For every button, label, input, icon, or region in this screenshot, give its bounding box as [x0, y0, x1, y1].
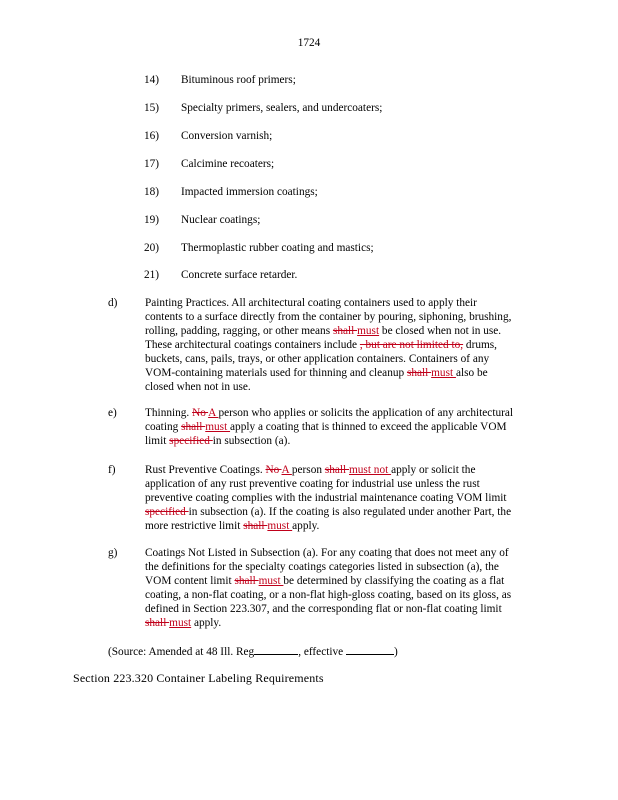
paragraph-label: f) [108, 464, 116, 476]
text-run: (Source: Amended at 48 Ill. Reg [108, 646, 255, 658]
section-heading: Section 223.320 Container Labeling Requirements [73, 671, 324, 685]
text-run: apply a coating that is thinned to exceed the applicable VOM [230, 421, 507, 433]
text-line: Coatings Not Listed in Subsection (a). For any coating that does not meet any of [145, 547, 509, 559]
text-run: in subsection (a). [212, 435, 291, 447]
source-note [108, 643, 398, 659]
deleted-text: shall [234, 575, 259, 587]
text-run: also be [455, 367, 488, 379]
text-run: apply. [292, 520, 320, 532]
deleted-text: shall [324, 464, 349, 476]
text-run: apply. [191, 617, 222, 629]
text-line: contents to a surface directly from the container by pouring, siphoning, brushing, [145, 311, 512, 323]
text-run: VOM content limit [145, 575, 235, 587]
text-line: preventive coating complies with the industrial maintenance coating VOM limit [145, 492, 507, 504]
text-run: in subsection (a). If the coating is also regulated under another Part, the [188, 506, 512, 518]
text-line: the definitions for the specialty coatings categories listed in subsection (a), the [145, 561, 499, 573]
deleted-text: shall [181, 421, 206, 433]
deleted-text: specified [169, 435, 213, 447]
paragraph-label: d) [108, 297, 118, 309]
blank-line [254, 643, 298, 655]
text-line [145, 434, 555, 448]
text-run: Thinning. [145, 407, 193, 419]
paragraph-body [145, 406, 555, 448]
list-item-text: Impacted immersion coatings; [181, 186, 318, 198]
list-item-number: 17) [144, 158, 160, 170]
list-item-number: 16) [144, 130, 160, 142]
list-item-number: 19) [144, 214, 160, 226]
deleted-text: shall [406, 367, 432, 379]
text-run: ) [393, 646, 398, 658]
inserted-text: must [205, 421, 231, 433]
list-item-text: Thermoplastic rubber coating and mastics; [181, 242, 374, 254]
list-item-text: Nuclear coatings; [181, 214, 261, 226]
list-item-text: Calcimine recoaters; [181, 158, 275, 170]
inserted-text: must [267, 520, 293, 532]
text-line [145, 420, 555, 434]
text-line: buckets, cans, pails, trays, or other application containers. Containers of any [145, 353, 490, 365]
deleted-text: shall [243, 520, 268, 532]
text-run: limit [145, 435, 170, 447]
text-run: , effective [298, 646, 346, 658]
paragraph-body [145, 546, 555, 630]
text-line: closed when not in use. [145, 381, 251, 393]
paragraph-label: e) [108, 407, 117, 419]
list-item-number: 21) [144, 269, 160, 281]
text-run: These architectural coatings containers include [145, 339, 360, 351]
text-line [145, 574, 555, 588]
deleted-text: No [192, 407, 209, 419]
deleted-text: No [265, 464, 282, 476]
paragraph-body [145, 463, 555, 533]
text-run: rolling, padding, ragging, or other means [145, 325, 333, 337]
text-line [145, 463, 555, 477]
deleted-text: shall [145, 617, 170, 629]
text-run: VOM-containing materials used for thinning and cleanup [145, 367, 407, 379]
deleted-text: , but are not limited to, [359, 339, 464, 351]
text-line: application of any rust preventive coating for industrial use unless the rust [145, 478, 480, 490]
text-line [145, 505, 555, 519]
inserted-text: must [258, 575, 284, 587]
text-line [145, 324, 555, 338]
text-run: coating [145, 421, 182, 433]
list-item-number: 14) [144, 74, 160, 86]
inserted-text: must [169, 617, 192, 629]
text-run: be closed when not in use. [379, 325, 502, 337]
blank-line [346, 643, 394, 655]
text-run: person [291, 464, 325, 476]
list-item-text: Specialty primers, sealers, and undercoaters; [181, 102, 383, 114]
list-item-number: 20) [144, 242, 160, 254]
paragraph-body [145, 296, 555, 394]
text-line [145, 338, 555, 352]
list-item-text: Concrete surface retarder. [181, 269, 298, 281]
paragraph-label: g) [108, 547, 118, 559]
list-item-number: 15) [144, 102, 160, 114]
inserted-text: must [431, 367, 456, 379]
text-line: Painting Practices. All architectural coating containers used to apply their [145, 297, 477, 309]
inserted-text: A [281, 464, 292, 476]
inserted-text: must not [349, 464, 392, 476]
list-item-number: 18) [144, 186, 160, 198]
text-run: drums, [463, 339, 498, 351]
list-item-text: Bituminous roof primers; [181, 74, 296, 86]
deleted-text: shall [332, 325, 358, 337]
text-line [145, 406, 555, 420]
text-run: more restrictive limit [145, 520, 244, 532]
deleted-text: specified [145, 506, 189, 518]
text-run: be determined by classifying the coating as a flat [283, 575, 505, 587]
text-run: person who applies or solicits the application of any architectural [218, 407, 514, 419]
text-line [145, 366, 555, 380]
text-line: coating, a non-flat coating, or a non-flat high-gloss coating, based on its gloss, as [145, 589, 512, 601]
page-number: 1724 [297, 37, 321, 49]
text-line [145, 616, 555, 630]
text-line [145, 519, 555, 533]
text-line: defined in Section 223.307, and the corresponding flat or non-flat coating limit [145, 603, 502, 615]
text-run: Rust Preventive Coatings. [145, 464, 266, 476]
inserted-text: A [208, 407, 219, 419]
inserted-text: must [357, 325, 380, 337]
list-item-text: Conversion varnish; [181, 130, 273, 142]
text-run: apply or solicit the [391, 464, 476, 476]
